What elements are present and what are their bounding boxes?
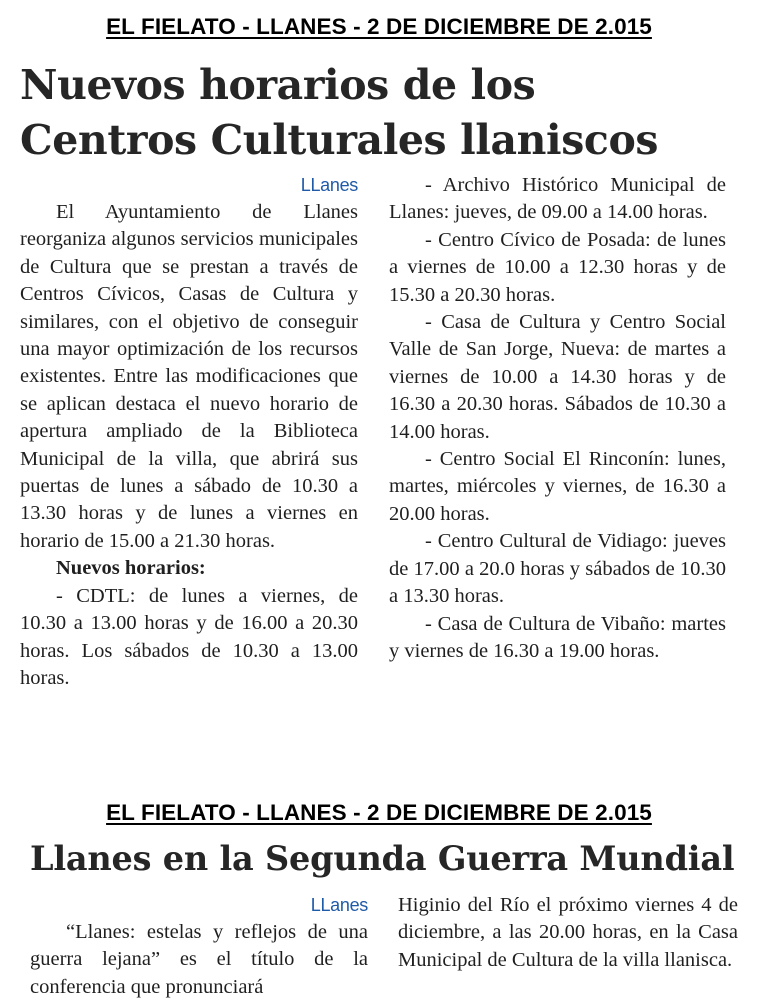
schedule-item: - Casa de Cultura y Centro Social Valle de San Jorge, Nueva: de martes a viernes de 10.00 a 14.30 horas y de 16.30 a 20.30 horas. Sábados de 10.30 a 14.00 horas. [389,311,726,443]
masthead-text: EL FIELATO - LLANES - 2 DE DICIEMBRE DE 2.015 [106,800,652,825]
article-headline [20,58,658,168]
body-paragraph: “Llanes: estelas y reflejos de una guerra lejana” es el título de la conferencia que pronunciará [30,921,368,998]
article-headline: Llanes en la Segunda Guerra Mundial [30,839,735,878]
article-left-column [30,892,368,1001]
schedule-item: - Centro Cultural de Vidiago: jueves de 17.00 a 20.0 horas y sábados de 10.30 a 13.30 horas. [389,530,726,608]
schedule-item: - CDTL: de lunes a viernes, de 10.30 a 13.00 horas y de 16.00 a 20.30 horas. Los sábados de 10.30 a 13.00 horas. [20,584,358,689]
article-right-column [398,892,738,974]
masthead-bottom [0,800,758,826]
article-left-column [20,172,358,692]
section-subhead: Nuevos horarios: [56,557,206,580]
body-paragraph: Higinio del Río el próximo viernes 4 de diciembre, a las 20.00 horas, en la Casa Municipal de Cultura de la villa llanisca. [398,894,738,971]
body-paragraph: El Ayuntamiento de Llanes reorganiza algunos servicios municipales de Cultura que se prestan a través de Centros Cívicos, Casas de Cultura y similares, con el objetivo de conseguir una mayor optimización de los recursos existentes. Entre las modificaciones que se aplican destaca el nuevo horario de apertura ampliado de la Biblioteca Municipal de la villa, que abrirá sus puertas de lunes a sábado de 10.30 a 13.30 horas y de lunes a viernes en horario de 15.00 a 21.30 horas. [20,201,358,552]
schedule-item: - Archivo Histórico Municipal de Llanes: jueves, de 09.00 a 14.00 horas. [389,174,726,224]
headline-line-2: Centros Culturales llaniscos [20,116,659,164]
headline-line-1: Nuevos horarios de los [20,61,536,109]
schedule-item: - Centro Cívico de Posada: de lunes a viernes de 10.00 a 12.30 horas y de 15.30 a 20.30 horas. [389,228,726,306]
schedule-item: - Casa de Cultura de Vibaño: martes y viernes de 16.30 a 19.00 horas. [389,612,726,662]
schedule-item: - Centro Social El Rinconín: lunes, martes, miércoles y viernes, de 16.30 a 20.00 horas. [389,448,726,525]
location-tag: LLanes [300,175,358,195]
location-tag: LLanes [310,895,368,915]
masthead-text: EL FIELATO - LLANES - 2 DE DICIEMBRE DE 2.015 [106,14,652,39]
masthead-top [0,14,758,40]
article-right-column [389,172,726,665]
